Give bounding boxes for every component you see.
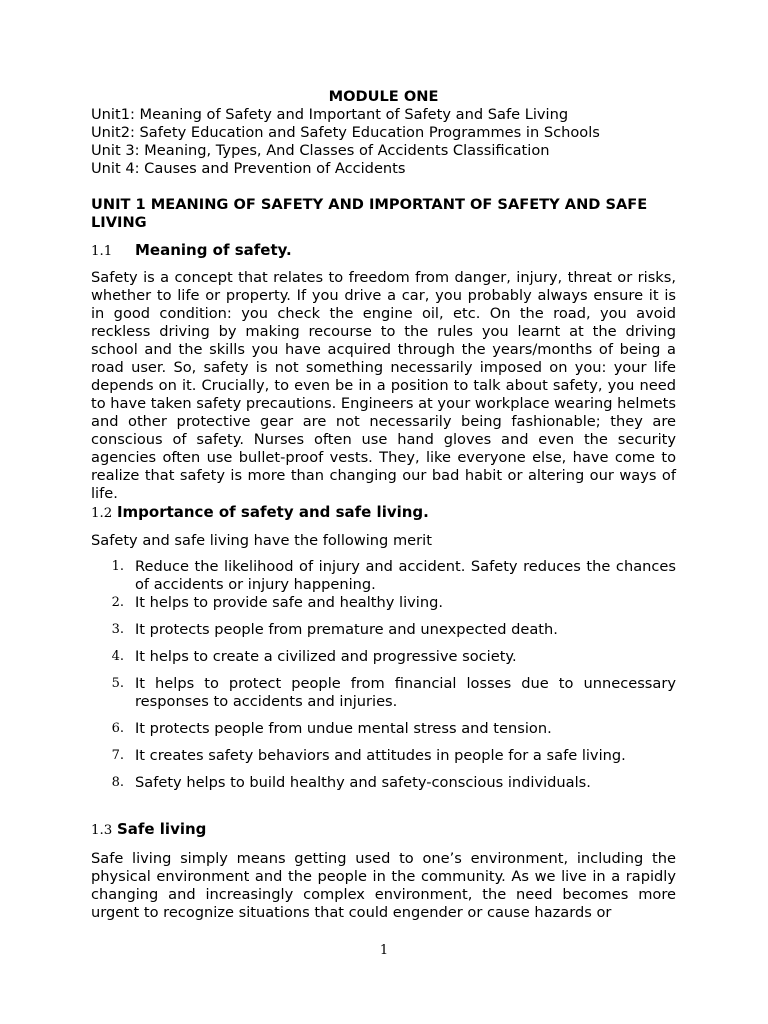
section-title: Meaning of safety. (135, 241, 292, 259)
list-text: Safety helps to build healthy and safety-conscious individuals. (135, 774, 591, 791)
list-text: It helps to create a civilized and progressive society. (135, 648, 517, 665)
section-1-1-body: Safety is a concept that relates to freedom from danger, injury, threat or risks, whether to life or property. If you drive a car, you probably always ensure it is in good condition: you check the engine oil, etc. On the road, you avoid reckless driving by making recourse to the rules you learnt at the driving school and the skills you have acquired through the years/months of being a road user. So, safety is not something necessarily imposed on you: your life depends on it. Crucially, to even be in a position to talk about safety, you need to have taken safety precautions. Engineers at your workplace wearing helmets and other protective gear are not necessarily being fashionable; they are conscious of safety. Nurses often use hand gloves and even the security agencies often use bullet-proof vests. They, like everyone else, have come to realize that safety is more than changing our bad habit or altering our ways of life. (91, 269, 676, 502)
list-item (91, 594, 676, 612)
section-title: Importance of safety and safe living. (116, 503, 429, 521)
list-number: 8. (111, 775, 124, 790)
unit1-heading: UNIT 1 MEANING OF SAFETY AND IMPORTANT OF SAFETY AND SAFE LIVING (91, 196, 648, 231)
section-number: 1.2 (91, 506, 113, 521)
list-text: It protects people from premature and unexpected death. (135, 621, 558, 638)
list-number: 2. (111, 595, 124, 610)
section-title: Safe living (116, 820, 207, 838)
list-number: 4. (111, 649, 124, 664)
list-item (91, 648, 676, 666)
page-number: 1 (379, 943, 389, 958)
module-title: MODULE ONE (328, 88, 439, 105)
list-text: It protects people from undue mental stress and tension. (135, 720, 552, 737)
section-1-2-intro: Safety and safe living have the following merit (91, 532, 432, 549)
section-1-3-body: Safe living simply means getting used to one’s environment, including the physical environment and the people in the community. As we live in a rapidly changing and increasingly complex environment, the need becomes more urgent to recognize situations that could engender or cause hazards or (91, 850, 676, 921)
merits-list (91, 558, 676, 792)
unit-line-4: Unit 4: Causes and Prevention of Accidents (91, 160, 406, 177)
list-number: 3. (111, 622, 124, 637)
list-item (91, 675, 676, 711)
section-number: 1.3 (91, 823, 113, 838)
section-1-3-heading (91, 820, 676, 840)
list-number: 7. (111, 748, 124, 763)
unit-line-1: Unit1: Meaning of Safety and Important of Safety and Safe Living (91, 106, 569, 123)
list-item (91, 558, 676, 594)
document-page (91, 88, 676, 922)
section-number: 1.1 (91, 244, 113, 259)
list-text: Reduce the likelihood of injury and accident. Safety reduces the chances of accidents or injury happening. (135, 558, 676, 593)
list-number: 6. (111, 721, 124, 736)
list-item (91, 747, 676, 765)
section-1-2-heading (91, 503, 676, 523)
list-number: 1. (111, 559, 124, 574)
list-text: It helps to provide safe and healthy living. (135, 594, 444, 611)
list-item (91, 621, 676, 639)
section-1-1-heading (91, 241, 676, 261)
unit-list (91, 106, 676, 178)
unit-line-3: Unit 3: Meaning, Types, And Classes of Accidents Classification (91, 142, 550, 159)
list-item (91, 774, 676, 792)
unit-line-2: Unit2: Safety Education and Safety Education Programmes in Schools (91, 124, 600, 141)
list-number: 5. (111, 676, 124, 691)
list-text: It helps to protect people from financial losses due to unnecessary responses to accidents and injuries. (135, 675, 676, 710)
list-item (91, 720, 676, 738)
list-text: It creates safety behaviors and attitudes in people for a safe living. (135, 747, 626, 764)
